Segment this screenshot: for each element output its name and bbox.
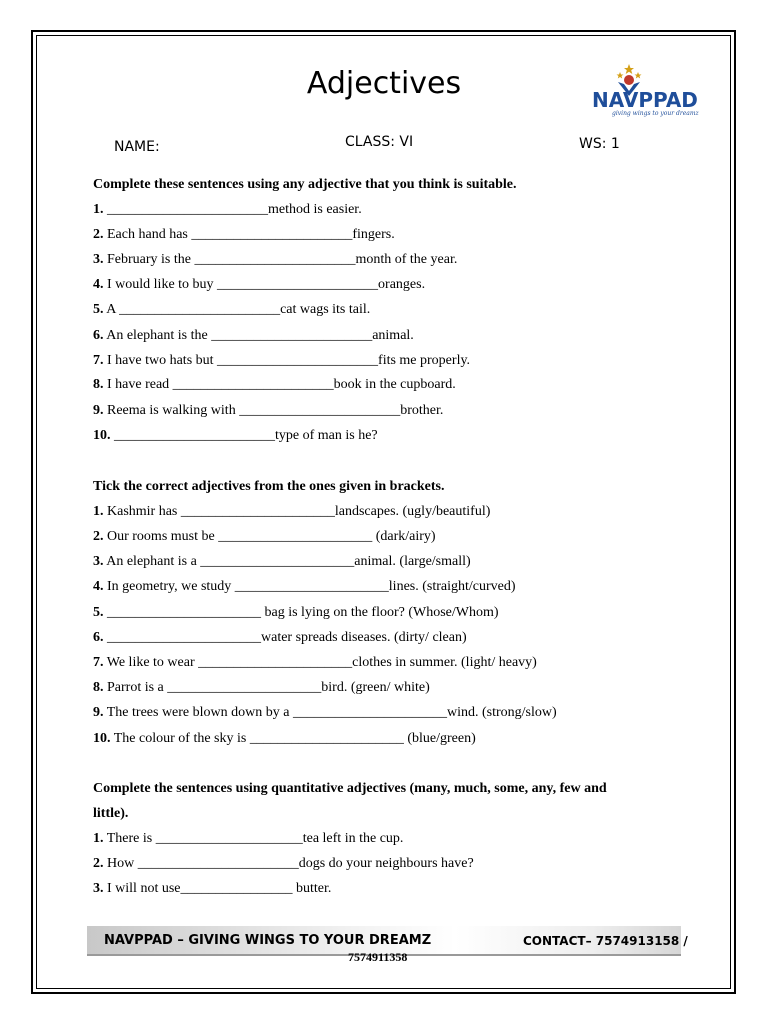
list-item: 5. ______________________ bag is lying on the floor? (Whose/Whom) xyxy=(93,605,499,620)
list-item: 8. Parrot is a ______________________bird. (green/ white) xyxy=(93,680,430,695)
list-item: 1. _______________________method is easier. xyxy=(93,202,362,217)
list-item: 7. We like to wear ______________________clothes in summer. (light/ heavy) xyxy=(93,655,537,670)
list-item: 9. The trees were blown down by a ______________________wind. (strong/slow) xyxy=(93,705,557,720)
list-item: 6. An elephant is the _______________________animal. xyxy=(93,328,414,343)
section2-heading: Tick the correct adjectives from the ones given in brackets. xyxy=(93,479,445,494)
navppad-logo xyxy=(588,62,712,122)
list-item: 7. I have two hats but _______________________fits me properly. xyxy=(93,353,471,368)
footer-contact: CONTACT– 7574913158 / xyxy=(523,934,688,948)
list-item: 9. Reema is walking with _______________________brother. xyxy=(93,403,444,418)
worksheet-title: Adjectives xyxy=(306,66,462,101)
list-item: 10. _______________________type of man is he? xyxy=(93,428,378,443)
list-item: 3. An elephant is a ______________________animal. (large/small) xyxy=(93,554,471,569)
footer-slogan: NAVPPAD – GIVING WINGS TO YOUR DREAMZ xyxy=(104,933,432,948)
logo-tagline: giving wings to your dreamz xyxy=(612,110,699,117)
list-item: 2. Our rooms must be ______________________ (dark/airy) xyxy=(93,529,436,544)
section3-heading: Complete the sentences using quantitative adjectives (many, much, some, any, few and xyxy=(93,781,607,796)
class-label: CLASS: VI xyxy=(345,134,414,150)
list-item: 3. I will not use________________ butter. xyxy=(93,881,332,896)
name-label: NAME: xyxy=(114,139,160,155)
list-item: 4. I would like to buy _______________________oranges. xyxy=(93,277,426,292)
list-item: 2. Each hand has _______________________fingers. xyxy=(93,227,395,242)
list-item: 6. ______________________water spreads diseases. (dirty/ clean) xyxy=(93,630,467,645)
worksheet-number-label: WS: 1 xyxy=(579,136,620,152)
section3-heading-cont: little). xyxy=(93,806,129,821)
list-item: 3. February is the _______________________month of the year. xyxy=(93,252,458,267)
list-item: 5. A _______________________cat wags its tail. xyxy=(93,302,371,317)
list-item: 1. Kashmir has ______________________landscapes. (ugly/beautiful) xyxy=(93,504,491,519)
list-item: 8. I have read _______________________book in the cupboard. xyxy=(93,377,456,392)
footer-contact-cont: 7574911358 xyxy=(348,950,408,964)
list-item: 2. How _______________________dogs do your neighbours have? xyxy=(93,856,474,871)
logo-text: NAVPPAD xyxy=(592,88,698,112)
list-item: 1. There is _____________________tea left in the cup. xyxy=(93,831,404,846)
list-item: 4. In geometry, we study ______________________lines. (straight/curved) xyxy=(93,579,516,594)
section1-heading: Complete these sentences using any adjective that you think is suitable. xyxy=(93,177,517,192)
list-item: 10. The colour of the sky is ______________________ (blue/green) xyxy=(93,731,476,746)
